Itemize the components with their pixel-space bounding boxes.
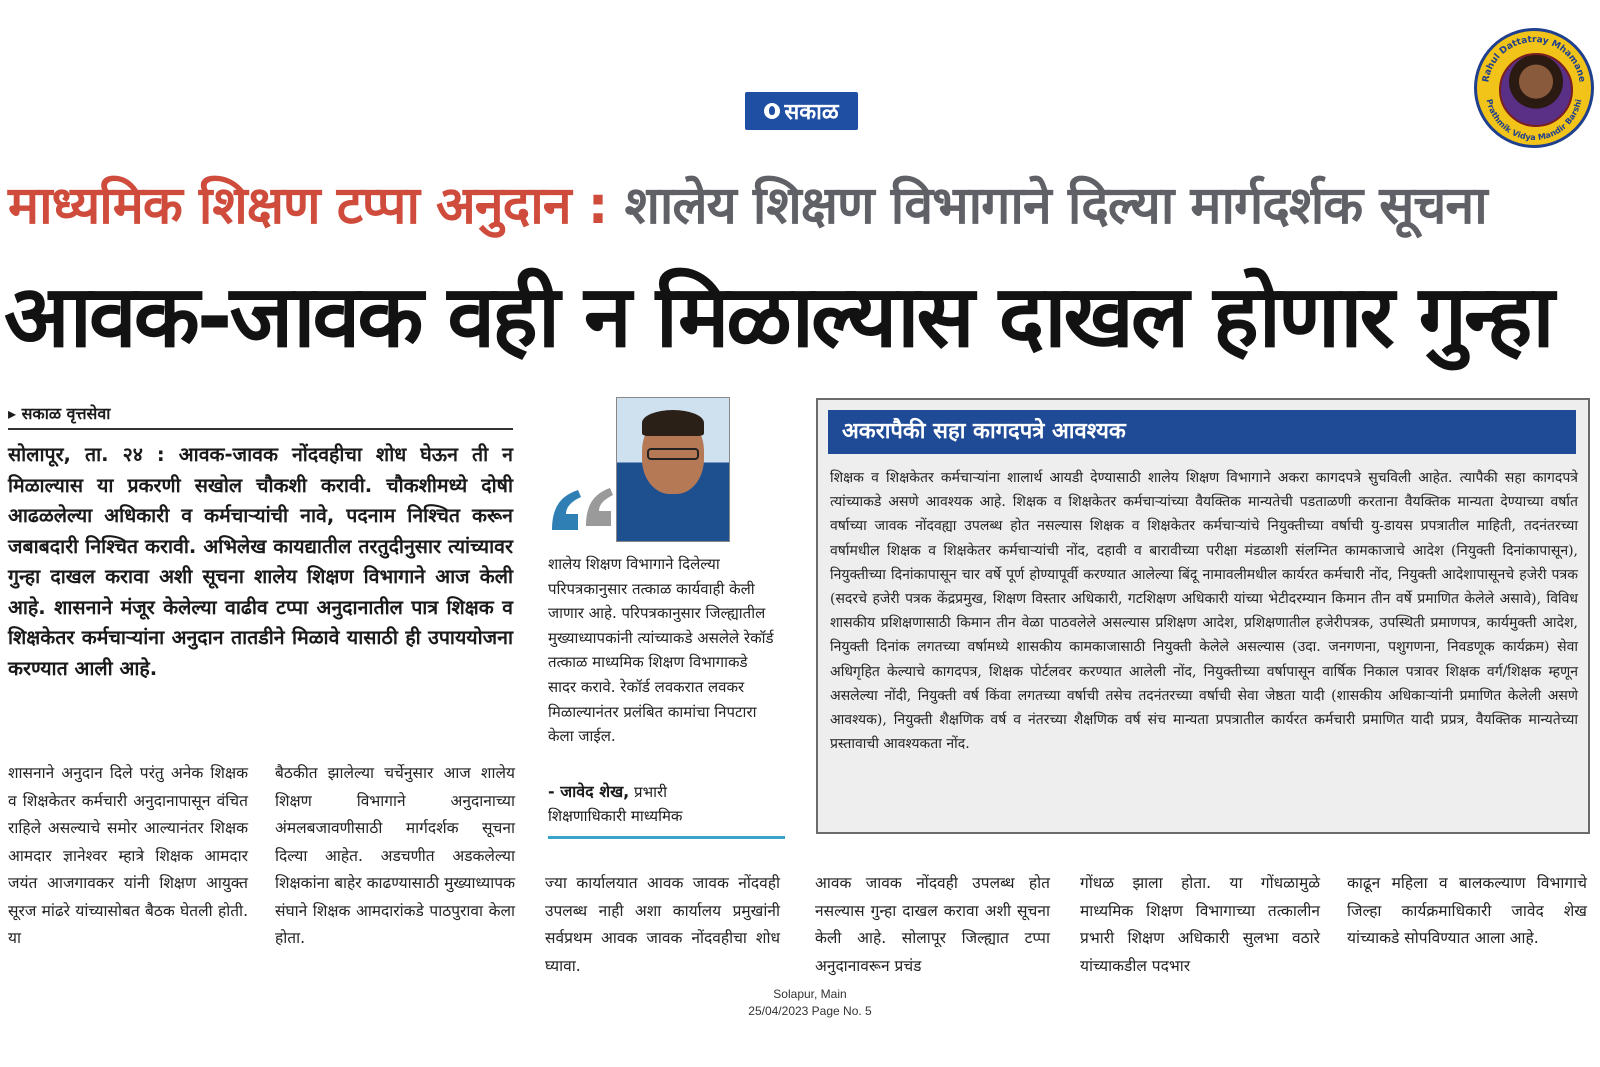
lead-paragraph: सोलापूर, ता. २४ : आवक-जावक नोंदवहीचा शोध घेऊन ती न मिळाल्यास या प्रकरणी सखोल चौकशी करावी. चौकशीमध्ये दोषी आढळलेल्या अधिकारी व कर्मचाऱ्यांची नावे, पदनाम निश्चित करून जबाबदारी निश्चित करावी. अभिलेख कायद्यातील तरतुदीनुसार त्यांच्यावर गुन्हा दाखल करावा अशी सूचना शालेय शिक्षण विभागाने आज केली आहे. शासनाने मंजूर केलेल्या वाढीव टप्पा अनुदानातील पात्र शिक्षक व शिक्षकेतर कर्मचाऱ्यांना अनुदान तातडीने मिळावे यासाठी ही उपाययोजना करण्यात आली आहे. [8, 443, 513, 680]
svg-text:Rahul Dattatray Mhamane: Rahul Dattatray Mhamane [1481, 35, 1587, 84]
kicker-gray: शालेय शिक्षण विभागाने दिल्या मार्गदर्शक सूचना [624, 176, 1487, 236]
profile-badge [1474, 28, 1594, 148]
body-column-1: शासनाने अनुदान दिले परंतु अनेक शिक्षक व शिक्षकेतर कर्मचारी अनुदानापासून वंचित राहिले असल्याचे समोर आल्यानंतर शिक्षक आमदार ज्ञानेश्वर म्हात्रे शिक्षक आमदार जयंत आजगावकर यांनी शिक्षण आयुक्त सूरज मांढरे यांच्यासोबत बैठक घेतली होती. या [8, 764, 248, 947]
sakal-emblem-icon [764, 103, 780, 119]
headline: आवक-जावक वही न मिळाल्यास दाखल होणार गुन्हा [4, 267, 1552, 367]
info-box [816, 398, 1590, 834]
page-footer [700, 986, 920, 1020]
badge-ring-text [1474, 28, 1594, 148]
quote-role-2: शिक्षणाधिकारी माध्यमिक [548, 807, 683, 825]
footer-date-page: 25/04/2023 Page No. 5 [748, 1004, 872, 1018]
quote-name: - जावेद शेख, [548, 782, 630, 801]
quote-text: शालेय शिक्षण विभागाने दिलेल्या परिपत्रकानुसार तत्काळ कार्यवाही केली जाणार आहे. परिपत्रकानुसार जिल्ह्यातील मुख्याध्यापकांनी त्यांच्याकडे असलेले रेकॉर्ड तत्काळ माध्यमिक शिक्षण विभागाकडे सादर करावे. रेकॉर्ड लवकरात लवकर मिळाल्यानंतर प्रलंबित कामांचा निपटारा केला जाईल. [548, 555, 774, 746]
byline-divider [8, 428, 513, 430]
body-column-2: बैठकीत झालेल्या चर्चेनुसार आज शालेय शिक्षण विभागाने अनुदानाच्या अंमलबजावणीसाठी मार्गदर्शक सूचना दिल्या आहेत. अडचणीत अडकलेल्या शिक्षकांना बाहेर काढण्यासाठी मुख्याध्यापक संघाने शिक्षक आमदारांकडे पाठपुरावा केला होता. [275, 764, 515, 947]
logo-text: सकाळ [784, 100, 839, 125]
kicker-red: माध्यमिक शिक्षण टप्पा अनुदान : [8, 176, 608, 236]
photo-hair [642, 410, 704, 436]
quote-divider [548, 836, 785, 839]
photo-glasses [647, 448, 699, 460]
quote-mark-icon [548, 470, 618, 540]
quote-role-1: प्रभारी [634, 783, 668, 801]
svg-text:Prathmik Vidya Mandir Barshi: Prathmik Vidya Mandir Barshi [1484, 98, 1584, 143]
body-column-4: आवक जावक नोंदवही उपलब्ध होत नसल्यास गुन्हा दाखल करावा अशी सूचना केली आहे. सोलापूर जिल्ह्यात टप्पा अनुदानावरून प्रचंड [815, 874, 1050, 975]
footer-edition: Solapur, Main [773, 987, 847, 1001]
info-box-body: शिक्षक व शिक्षकेतर कर्मचाऱ्यांना शालार्थ आयडी देण्यासाठी शालेय शिक्षण विभागाने अकरा कागदपत्रे सुचविली आहेत. त्यापैकी सहा कागदपत्रे त्यांच्याकडे असणे आवश्यक आहे. शिक्षक व शिक्षकेतर कर्मचाऱ्यांच्या वैयक्तिक मान्यतेची पडताळणी करताना वैयक्तिक मान्यता देण्याच्या वर्षात वर्षाच्या जावक नोंदवह्या उपलब्ध होत नसल्यास शिक्षक व शिक्षकेतर कर्मचाऱ्यांचे नियुक्तीच्या वर्षाची यु-डायस प्रपत्रातील माहिती, तदनंतरच्या वर्षामधील शिक्षक व शिक्षकेतर कर्मचाऱ्यांची नोंद, दहावी व बारावीच्या परीक्षा मंडळाशी संलग्नित कामकाजाचे आदेश (नियुक्ती दिनांकापासून), नियुक्तीच्या दिनांकापासून चार वर्षे पूर्ण होण्यापूर्वी करण्यात आलेल्या बिंदू नामावलीमधील कार्यरत कर्मचारी नोंद, नियुक्ती आदेशापासूनचे हजेरी पत्रक (सदरचे हजेरी पत्रक केंद्रप्रमुख, शिक्षण विस्तार अधिकारी, गटशिक्षण अधिकारी यांच्या भेटीदरम्यान किमान तीन वर्षे प्रमाणित केलेले असावे), विविध शासकीय प्रशिक्षणासाठी किमान तीन वेळा पाठवलेले असल्यास प्रशिक्षण आदेश, प्रशिक्षणातील हजेरीपत्रक, उपस्थिती प्रमाणपत्र, कार्यमुक्ती आदेश, नियुक्ती दिनांक लगतच्या वर्षामध्ये शासकीय कामकाजासाठी नियुक्ती केलेले असल्यास (उदा. जनगणना, पशुगणना, निवडणूक कार्यक्रम) सेवा अधिगृहित केल्याचे कागदपत्र, शिक्षक पोर्टलवर करण्यात आलेली नोंद, नियुक्तीच्या वर्षापासून वार्षिक निकाल पत्रावर शिक्षक वर्ग/शिक्षक म्हणून असलेल्या नोंदी, नियुक्ती वर्ष किंवा लगतच्या वर्षाची तसेच तदनंतरच्या वर्षाची सेवा जेष्ठता यादी (शासकीय अधिकाऱ्यांनी प्रमाणित केलेली असणे आवश्यक), नियुक्ती शैक्षणिक वर्ष व नंतरच्या शैक्षणिक वर्ष संच मान्यता प्रपत्रातील कार्यरत कर्मचारी प्रमाणित यादी प्रप्रत्र, वैयक्तिक मान्यतेच्या प्रस्तावाची आवश्यकता नोंद. [830, 470, 1578, 753]
official-photo [616, 397, 730, 542]
info-box-title: अकरापैकी सहा कागदपत्रे आवश्यक [828, 410, 1576, 454]
quote-attribution [548, 780, 788, 828]
body-column-6: काढून महिला व बालकल्याण विभागाचे जिल्हा कार्यक्रमाधिकारी जावेद शेख यांच्याकडे सोपविण्यात आला आहे. [1347, 874, 1587, 947]
byline-text: सकाळ वृत्तसेवा [21, 404, 111, 423]
sakal-logo [745, 92, 858, 130]
body-column-5: गोंधळ झाला होता. या गोंधळामुळे माध्यमिक शिक्षण विभागाच्या तत्कालीन प्रभारी शिक्षण अधिकारी सुलभा वठारे यांच्याकडील पदभार [1080, 874, 1320, 975]
kicker [8, 168, 1598, 238]
byline: ▸ सकाळ वृत्तसेवा [8, 404, 111, 423]
body-column-3: ज्या कार्यालयात आवक जावक नोंदवही उपलब्ध नाही अशा कार्यालय प्रमुखांनी सर्वप्रथम आवक जावक नोंदवहीचा शोध घ्यावा. [545, 874, 780, 975]
